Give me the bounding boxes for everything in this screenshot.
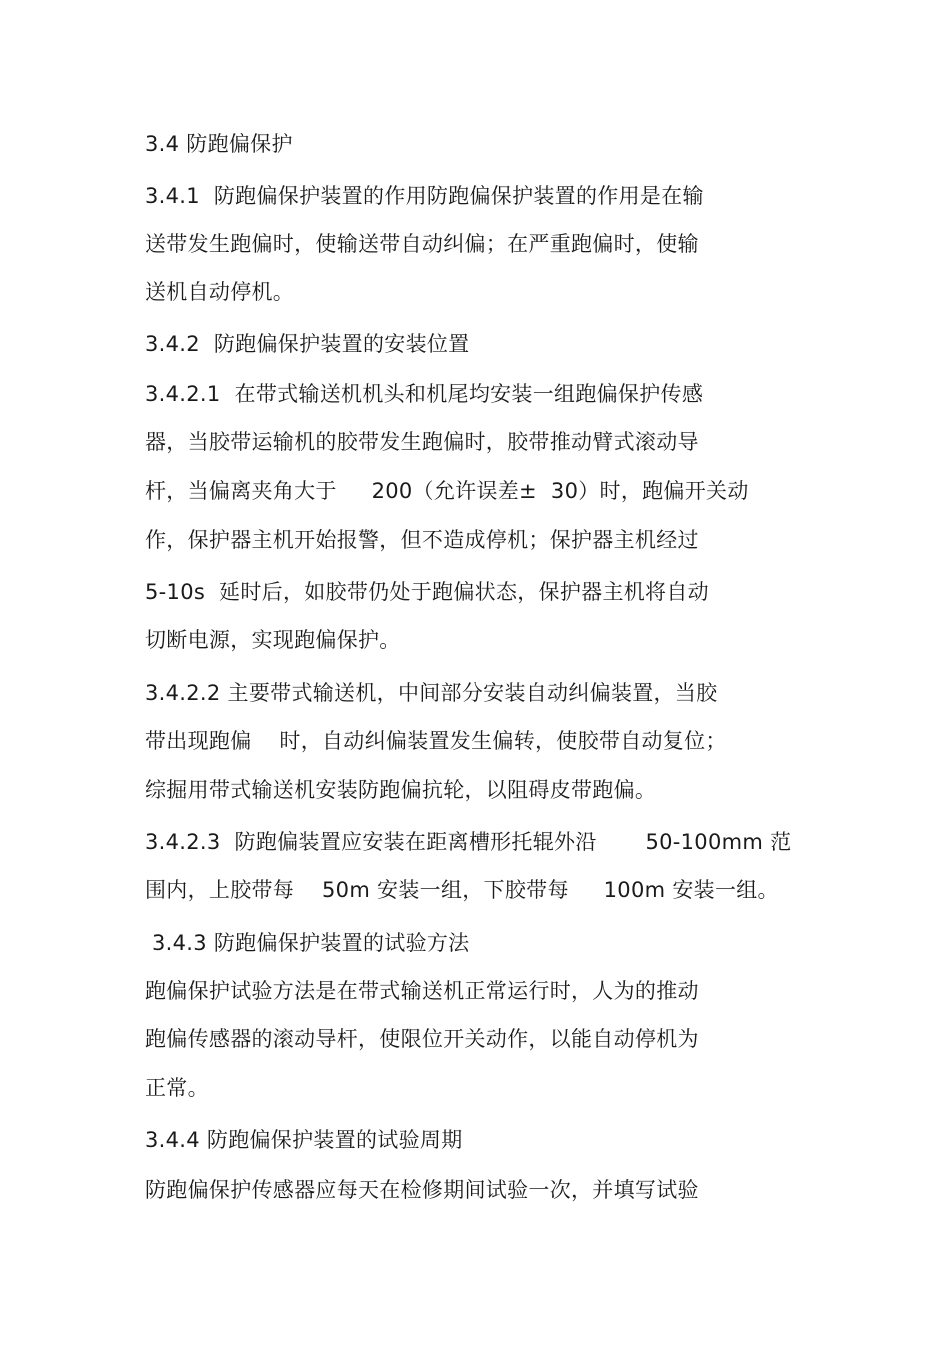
paragraph-line: 3.4.1 防跑偏保护装置的作用防跑偏保护装置的作用是在输 bbox=[145, 184, 704, 208]
paragraph-line: 杆，当偏离夹角大于 200（允许误差± 30）时，跑偏开关动 bbox=[145, 479, 749, 503]
paragraph-line: 跑偏保护试验方法是在带式输送机正常运行时，人为的推动 bbox=[145, 979, 699, 1003]
paragraph-line: 3.4.2.1 在带式输送机机头和机尾均安装一组跑偏保护传感 bbox=[145, 382, 704, 406]
paragraph-line: 3.4.2.3 防跑偏装置应安装在距离槽形托辊外沿 50-100mm 范 bbox=[145, 830, 792, 854]
subsection-heading: 3.4.3 防跑偏保护装置的试验方法 bbox=[145, 931, 470, 955]
paragraph-line: 器，当胶带运输机的胶带发生跑偏时，胶带推动臂式滚动导 bbox=[145, 430, 699, 454]
paragraph-line: 作，保护器主机开始报警，但不造成停机；保护器主机经过 bbox=[145, 528, 699, 552]
paragraph-line: 5-10s 延时后，如胶带仍处于跑偏状态，保护器主机将自动 bbox=[145, 580, 709, 604]
subsection-heading: 3.4.2 防跑偏保护装置的安装位置 bbox=[145, 332, 470, 356]
paragraph-line: 正常。 bbox=[145, 1076, 209, 1100]
subsection-heading: 3.4.4 防跑偏保护装置的试验周期 bbox=[145, 1128, 463, 1152]
paragraph-line: 3.4.2.2 主要带式输送机，中间部分安装自动纠偏装置，当胶 bbox=[145, 681, 718, 705]
paragraph-line: 送机自动停机。 bbox=[145, 280, 295, 304]
paragraph-line: 综掘用带式输送机安装防跑偏抗轮，以阻碍皮带跑偏。 bbox=[145, 778, 657, 802]
paragraph-line: 围内，上胶带每 50m 安装一组，下胶带每 100m 安装一组。 bbox=[145, 878, 779, 902]
paragraph-line: 带出现跑偏 时，自动纠偏装置发生偏转，使胶带自动复位； bbox=[145, 729, 727, 753]
paragraph-line: 切断电源，实现跑偏保护。 bbox=[145, 628, 401, 652]
paragraph-line: 送带发生跑偏时，使输送带自动纠偏；在严重跑偏时，使输 bbox=[145, 232, 699, 256]
section-heading-3-4: 3.4 防跑偏保护 bbox=[145, 132, 293, 156]
paragraph-line: 跑偏传感器的滚动导杆，使限位开关动作，以能自动停机为 bbox=[145, 1027, 699, 1051]
paragraph-line: 防跑偏保护传感器应每天在检修期间试验一次，并填写试验 bbox=[145, 1178, 699, 1202]
